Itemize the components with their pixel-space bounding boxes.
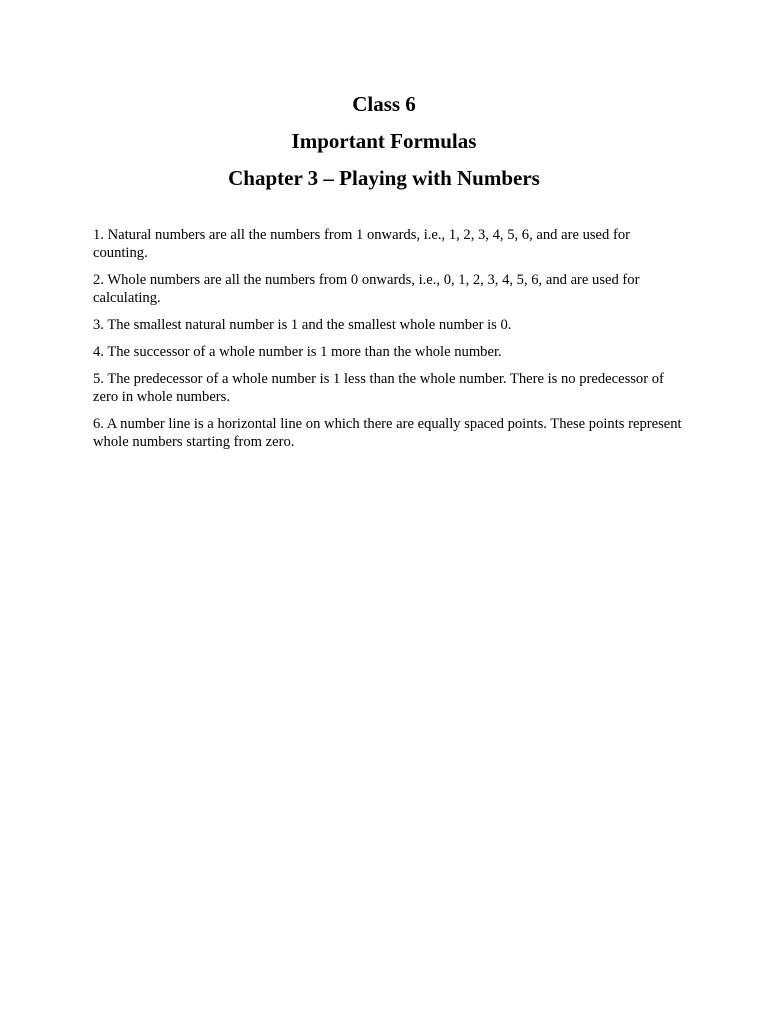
- chapter-heading: Chapter 3 – Playing with Numbers: [228, 166, 540, 190]
- title-block: [0, 86, 768, 197]
- point-1: 1. Natural numbers are all the numbers from 1 onwards, i.e., 1, 2, 3, 4, 5, 6, and are used for counting.: [93, 227, 630, 261]
- point-3: 3. The smallest natural number is 1 and the smallest whole number is 0.: [93, 317, 512, 333]
- point-6: 6. A number line is a horizontal line on which there are equally spaced points. These points represent whole numbers starting from zero.: [93, 416, 682, 450]
- points-list: [93, 226, 683, 460]
- point-4: 4. The successor of a whole number is 1 more than the whole number.: [93, 344, 502, 360]
- subtitle-heading: Important Formulas: [291, 129, 477, 153]
- class-heading: Class 6: [352, 92, 416, 116]
- point-5: 5. The predecessor of a whole number is 1 less than the whole number. There is no predecessor of zero in whole numbers.: [93, 371, 664, 405]
- point-2: 2. Whole numbers are all the numbers from 0 onwards, i.e., 0, 1, 2, 3, 4, 5, 6, and are used for calculating.: [93, 272, 640, 306]
